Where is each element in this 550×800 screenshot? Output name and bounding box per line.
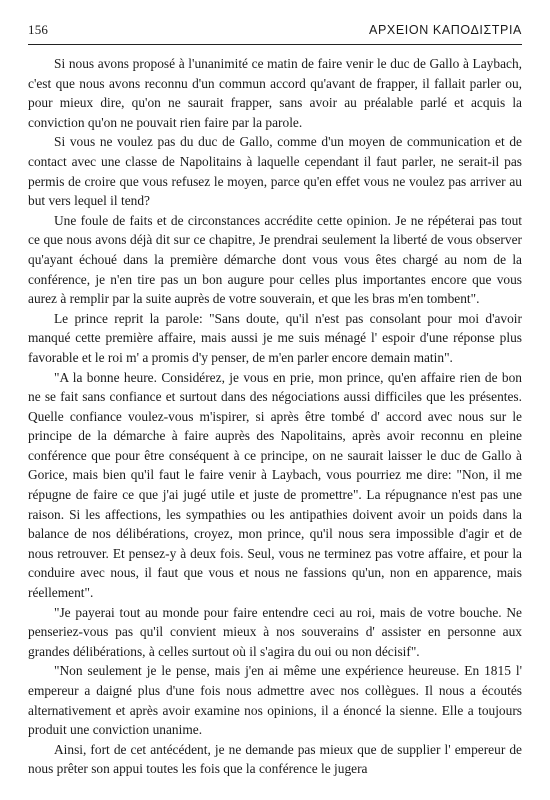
paragraph: "A la bonne heure. Considérez, je vous en prie, mon prince, qu'en affaire rien de bon ne se fait sans confiance et surtout dans des négociations aussi difficiles que les présentes. Quelle confiance voulez-vous m'ispirer, si après être tombé d' accord avec nous sur le principe de la démarche à faire auprès des Napolitains, après avoir reconnu en pleine conférence que pour être conséquent à ce principe, on ne saurait laisser le duc de Gallo à Gorice, mais bien qu'il faut le faire venir à Laybach, vous pourriez me dire: "Non, il me répugne de faire ce que j'ai jugé utile et juste de promettre". La répugnance n'est pas une raison. Si les affections, les sympathies ou les antipathies doivent avoir un poids dans la balance de nos délibérations, croyez, mon prince, qu'il nous sera impossible d'agir et de nous retrouver. Et pensez-y à deux fois. Seul, vous ne terminez pas votre affaire, et pour la conduire avec nous, il faut que vous et nous ne fassions qu'un, non en apparence, mais réellement". (28, 369, 522, 601)
header-rule (28, 44, 522, 45)
paragraph: Si nous avons proposé à l'unanimité ce matin de faire venir le duc de Gallo à Laybach, c'est que nous avons reconnu d'un commun accord qu'avant de frapper, il fallait parler ou, pour mieux dire, qu'on ne saurait frapper, sans avoir au préalable parlé et acquis la conviction qu'on ne pouvait rien faire par la parole. (28, 56, 522, 130)
paragraph: "Non seulement je le pense, mais j'en ai même une expérience heureuse. En 1815 l' empereur a daigné plus d'une fois nous admettre avec nos collègues. Il nous a écoutés alternativement et après avoir examine nos opinions, il a énoncé la sienne. Elle a toujours produit une conviction unanime. (28, 663, 522, 738)
paragraph: Une foule de faits et de circonstances accrédite cette opinion. Je ne répéterai pas tout ce que nous avons déjà dit sur ce chapitre, Je prendrai seulement la liberté de vous observer qu'ayant échoué dans la première démarche dont vous vous êtes chargé au nom de la conférence, je n'en tire pas un bon augure pour celles plus importantes encore que vous aurez à remplir par la suite auprès de votre souverain, et que les bras m'en tombent". (28, 212, 522, 307)
page-number: 156 (28, 22, 49, 37)
paragraph: "Je payerai tout au monde pour faire entendre ceci au roi, mais de votre bouche. Ne penseriez-vous pas qu'il convient mieux à nos souverains d' assister en personne aux grandes délibérations, à celles surtout où il s'agira du oui ou non décisif". (28, 604, 522, 659)
running-title: ΑΡΧΕΙΟΝ ΚΑΠΟΔΙΣΤΡΙΑ (369, 23, 522, 37)
running-header (28, 22, 522, 42)
paragraph: Le prince reprit la parole: "Sans doute, qu'il n'est pas consolant pour moi d'avoir manqué cette première affaire, mais aussi je me suis ménagé l' espoir d'une réponse plus favorable et le roi m' a promis d'y penser, de m'en parler encore demain matin". (28, 310, 522, 365)
body-text (28, 54, 522, 779)
paragraph: Ainsi, fort de cet antécédent, je ne demande pas mieux que de supplier l' empereur de nous prêter son appui toutes les fois que la conférence le jugera (28, 741, 522, 777)
book-page (28, 22, 522, 792)
paragraph: Si vous ne voulez pas du duc de Gallo, comme d'un moyen de communication et de contact avec une classe de Napolitains à laquelle cependant il faut parler, ne serait-il pas permis de croire que vous refusez le moyen, parce qu'en effet vous ne voulez pas arriver au but vers lequel il tend? (28, 134, 522, 209)
